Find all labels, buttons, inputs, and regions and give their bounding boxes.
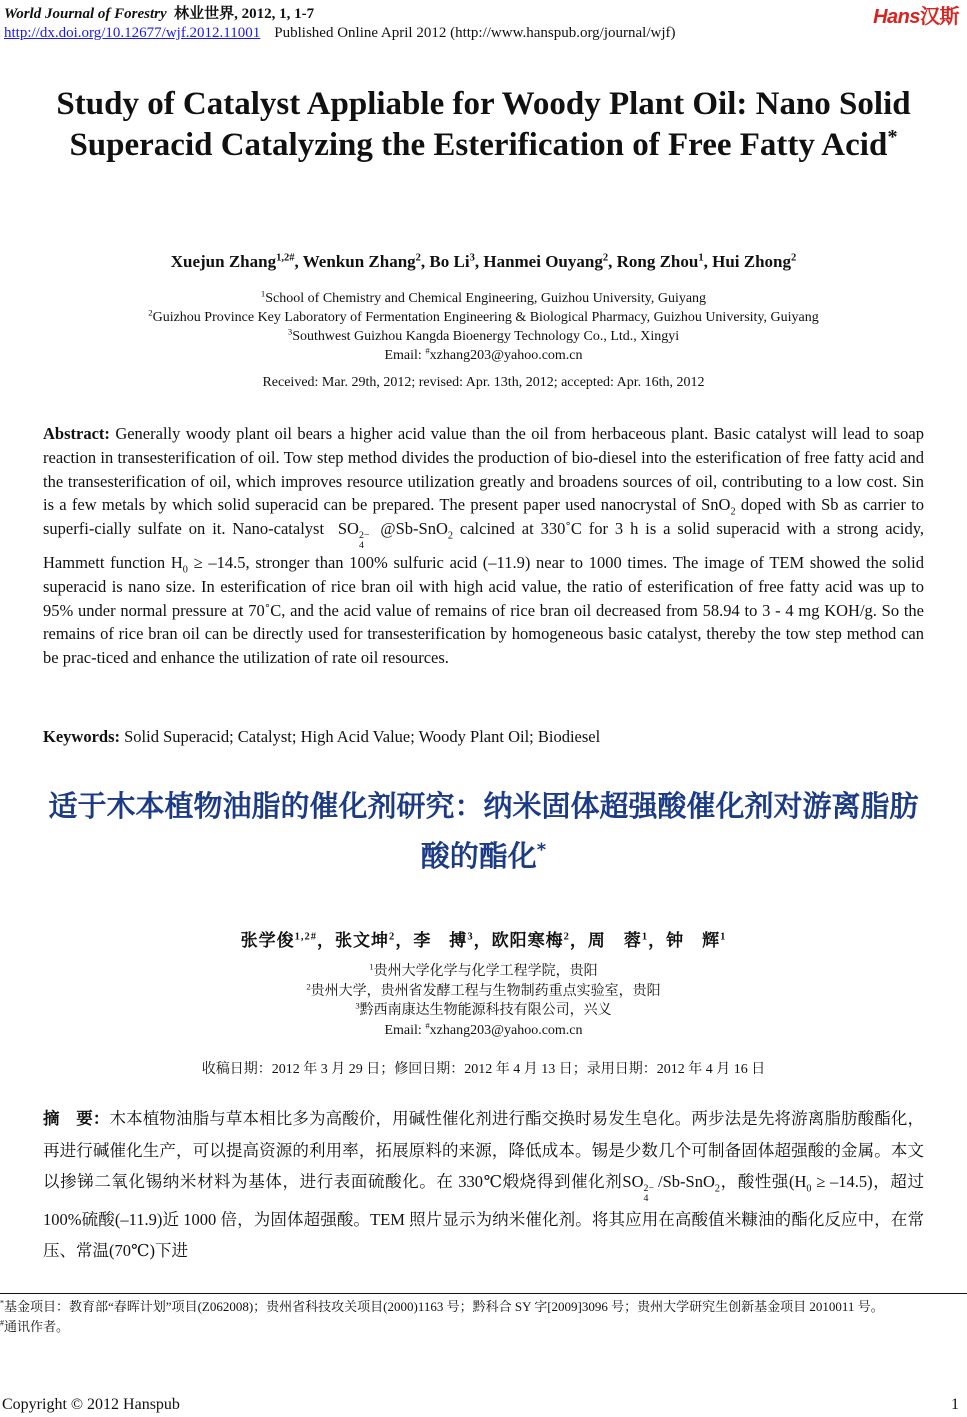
chinese-received-dates: 收稿日期：2012 年 3 月 29 日；修回日期：2012 年 4 月 13 日；录用日期：2012 年 4 月 16 日 xyxy=(201,1062,766,1077)
affiliation: $^3$Southwest Guizhou Kangda Bioenergy Technology Co., Ltd., Xingyi xyxy=(287,326,680,344)
affiliation: $^2$贵州大学，贵州省发酵工程与生物制药重点实验室，贵阳 xyxy=(306,980,661,999)
chinese-author-list: 张学俊$^{1,2\#}$，张文坤$^2$，李 搏$^3$，欧阳寒梅$^2$，周 蓉$^1$，钟 辉$^1$ xyxy=(240,931,727,950)
chinese-abstract-label: 摘 要： xyxy=(43,1109,110,1128)
journal-header xyxy=(4,2,314,23)
email: Email: #xzhang203@yahoo.com.cn xyxy=(384,345,583,363)
affiliations xyxy=(0,289,967,365)
chinese-title: 适于木本植物油脂的催化剂研究：纳米固体超强酸催化剂对游离脂肪酸的酯化* xyxy=(48,789,919,873)
author-list: Xuejun Zhang$^{1,2\#}$, Wenkun Zhang$^2$, Bo Li$^3$, Hanmei Ouyang$^2$, Rong Zhou$^1$, Hui Zhong$^2$ xyxy=(170,252,797,271)
page-number: 1 xyxy=(951,1396,959,1413)
logo-cn: 汉斯 xyxy=(920,6,959,28)
keywords-text: Solid Superacid; Catalyst; High Acid Value; Woody Plant Oil; Biodiesel xyxy=(120,727,601,746)
author: 张学俊$^{1,2\#}$ xyxy=(240,931,318,950)
author: Xuejun Zhang$^{1,2\#}$ xyxy=(170,252,295,271)
paper-title xyxy=(40,84,927,166)
abstract: Abstract: Generally woody plant oil bears a higher acid value than the oil from herbaceous plant. Basic catalyst will lead to soap reaction in transesterification of oil. Tow step method divides the production of bio-diesel into the esterification of free fatty acid and the transesterification of oil, which improves resource utilization greatly and broadens sources of oil, contributing to a low cost. Sin is a few metals by which solid superacid can be prepared. The present paper used nanocrystal of SnO$_2$ doped with Sb as carrier to superfi-cially sulfate on it. Nano-catalyst SO 2− 4 @Sb-SnO$_2$ calcined at 330˚C for 3 h is a solid superacid with a strong acidy, Hammett function $H_0 \ge -14.5$, stronger than 100% sulfuric acid (–11.9) near to 1000 times. The image of TEM showed the solid superacid is nano size. In esterification of rice bran oil with high acid value, the ratio of esterification of free fatty acid was up to 95% under normal pressure at 70˚C, and the acid value of remains of rice bran oil decreased from 58.94 to 3 - 4 mg KOH/g. So the remains of rice bran oil can be directly used for transesterification by homogeneous basic catalyst, thereby the tow step method can be prac-ticed and enhance the utilization of rate oil resources. xyxy=(43,424,924,668)
footnote-funding: *基金项目：教育部“春晖计划”项目(Z062008)；贵州省科技攻关项目(2000)1163 号；黔科合 SY 字[2009]3096 号；贵州大学研究生创新基金项目 2010011 号。 xyxy=(0,1298,884,1314)
author: Hanmei Ouyang$^2$ xyxy=(483,252,609,271)
affiliation: $^1$School of Chemistry and Chemical Engineering, Guizhou University, Guiyang xyxy=(260,288,707,306)
footnote-corresponding: #通讯作者。 xyxy=(0,1318,70,1334)
doi-link[interactable]: http://dx.doi.org/10.12677/wjf.2012.11001 xyxy=(4,25,261,41)
author: 欧阳寒梅$^2$ xyxy=(491,931,570,950)
author: Rong Zhou$^1$ xyxy=(616,252,704,271)
author: 张文坤$^2$ xyxy=(335,931,396,950)
affiliation: $^2$Guizhou Province Key Laboratory of Fermentation Engineering & Biological Pharmacy, Guizhou University, Guiyang xyxy=(148,307,819,325)
journal-name: World Journal of Forestry xyxy=(4,6,167,22)
title-text: Study of Catalyst Appliable for Woody Plant Oil: Nano Solid Superacid Catalyzing the Esterification of Free Fatty Acid xyxy=(56,86,911,163)
chinese-abstract: 摘 要：木本植物油脂与草本相比多为高酸价，用碱性催化剂进行酯交换时易发生皂化。两步法是先将游离脂肪酸酯化，再进行碱催化生产，可以提高资源的利用率，拓展原料的来源，降低成本。锡是少数几个可制备固体超强酸的金属。本文以掺锑二氧化锡纳米材料为基体，进行表面硫酸化。在 330℃煅烧得到催化剂SO 2− 4 /Sb-SnO$_2$，酸性强$(H_0 \ge -14.5)$，超过 100%硫酸(–11.9)近 1000 倍，为固体超强酸。TEM 照片显示为纳米催化剂。将其应用在高酸值米糠油的酯化反应中，在常压、常温(70℃)下进 xyxy=(43,1109,924,1261)
email: Email: #xzhang203@yahoo.com.cn xyxy=(384,1019,583,1038)
author: Wenkun Zhang$^2$ xyxy=(302,252,421,271)
journal-citation: 林业世界, 2012, 1, 1-7 xyxy=(174,6,315,22)
title-footnote-mark: * xyxy=(887,126,898,148)
abstract-label: Abstract: xyxy=(43,424,110,443)
author: 李 搏$^3$ xyxy=(413,931,474,950)
footnote-divider xyxy=(0,1293,967,1294)
copyright: Copyright © 2012 Hanspub xyxy=(2,1396,180,1413)
published-info: Published Online April 2012 (http://www.hanspub.org/journal/wjf) xyxy=(274,25,676,41)
logo-text: Hans xyxy=(873,6,920,28)
affiliation: $^3$黔西南康达生物能源科技有限公司，兴义 xyxy=(355,1000,612,1018)
sulfate-formula: SO 2− 4 xyxy=(337,519,370,552)
author: Hui Zhong$^2$ xyxy=(712,252,797,271)
hans-logo xyxy=(873,0,959,29)
received-dates: Received: Mar. 29th, 2012; revised: Apr. 13th, 2012; accepted: Apr. 16th, 2012 xyxy=(262,375,705,390)
keywords-label: Keywords: xyxy=(43,727,120,746)
keywords xyxy=(43,727,600,747)
affiliation: $^1$贵州大学化学与化学工程学院，贵阳 xyxy=(369,961,598,979)
chinese-affiliations xyxy=(0,962,967,1040)
author: 钟 辉$^1$ xyxy=(666,931,727,950)
doi-line xyxy=(4,25,676,42)
sulfate-formula: SO 2− 4 xyxy=(622,1172,655,1204)
author: Bo Li$^3$ xyxy=(429,252,475,271)
footnotes xyxy=(0,1297,960,1337)
author: 周 蓉$^1$ xyxy=(587,931,649,950)
